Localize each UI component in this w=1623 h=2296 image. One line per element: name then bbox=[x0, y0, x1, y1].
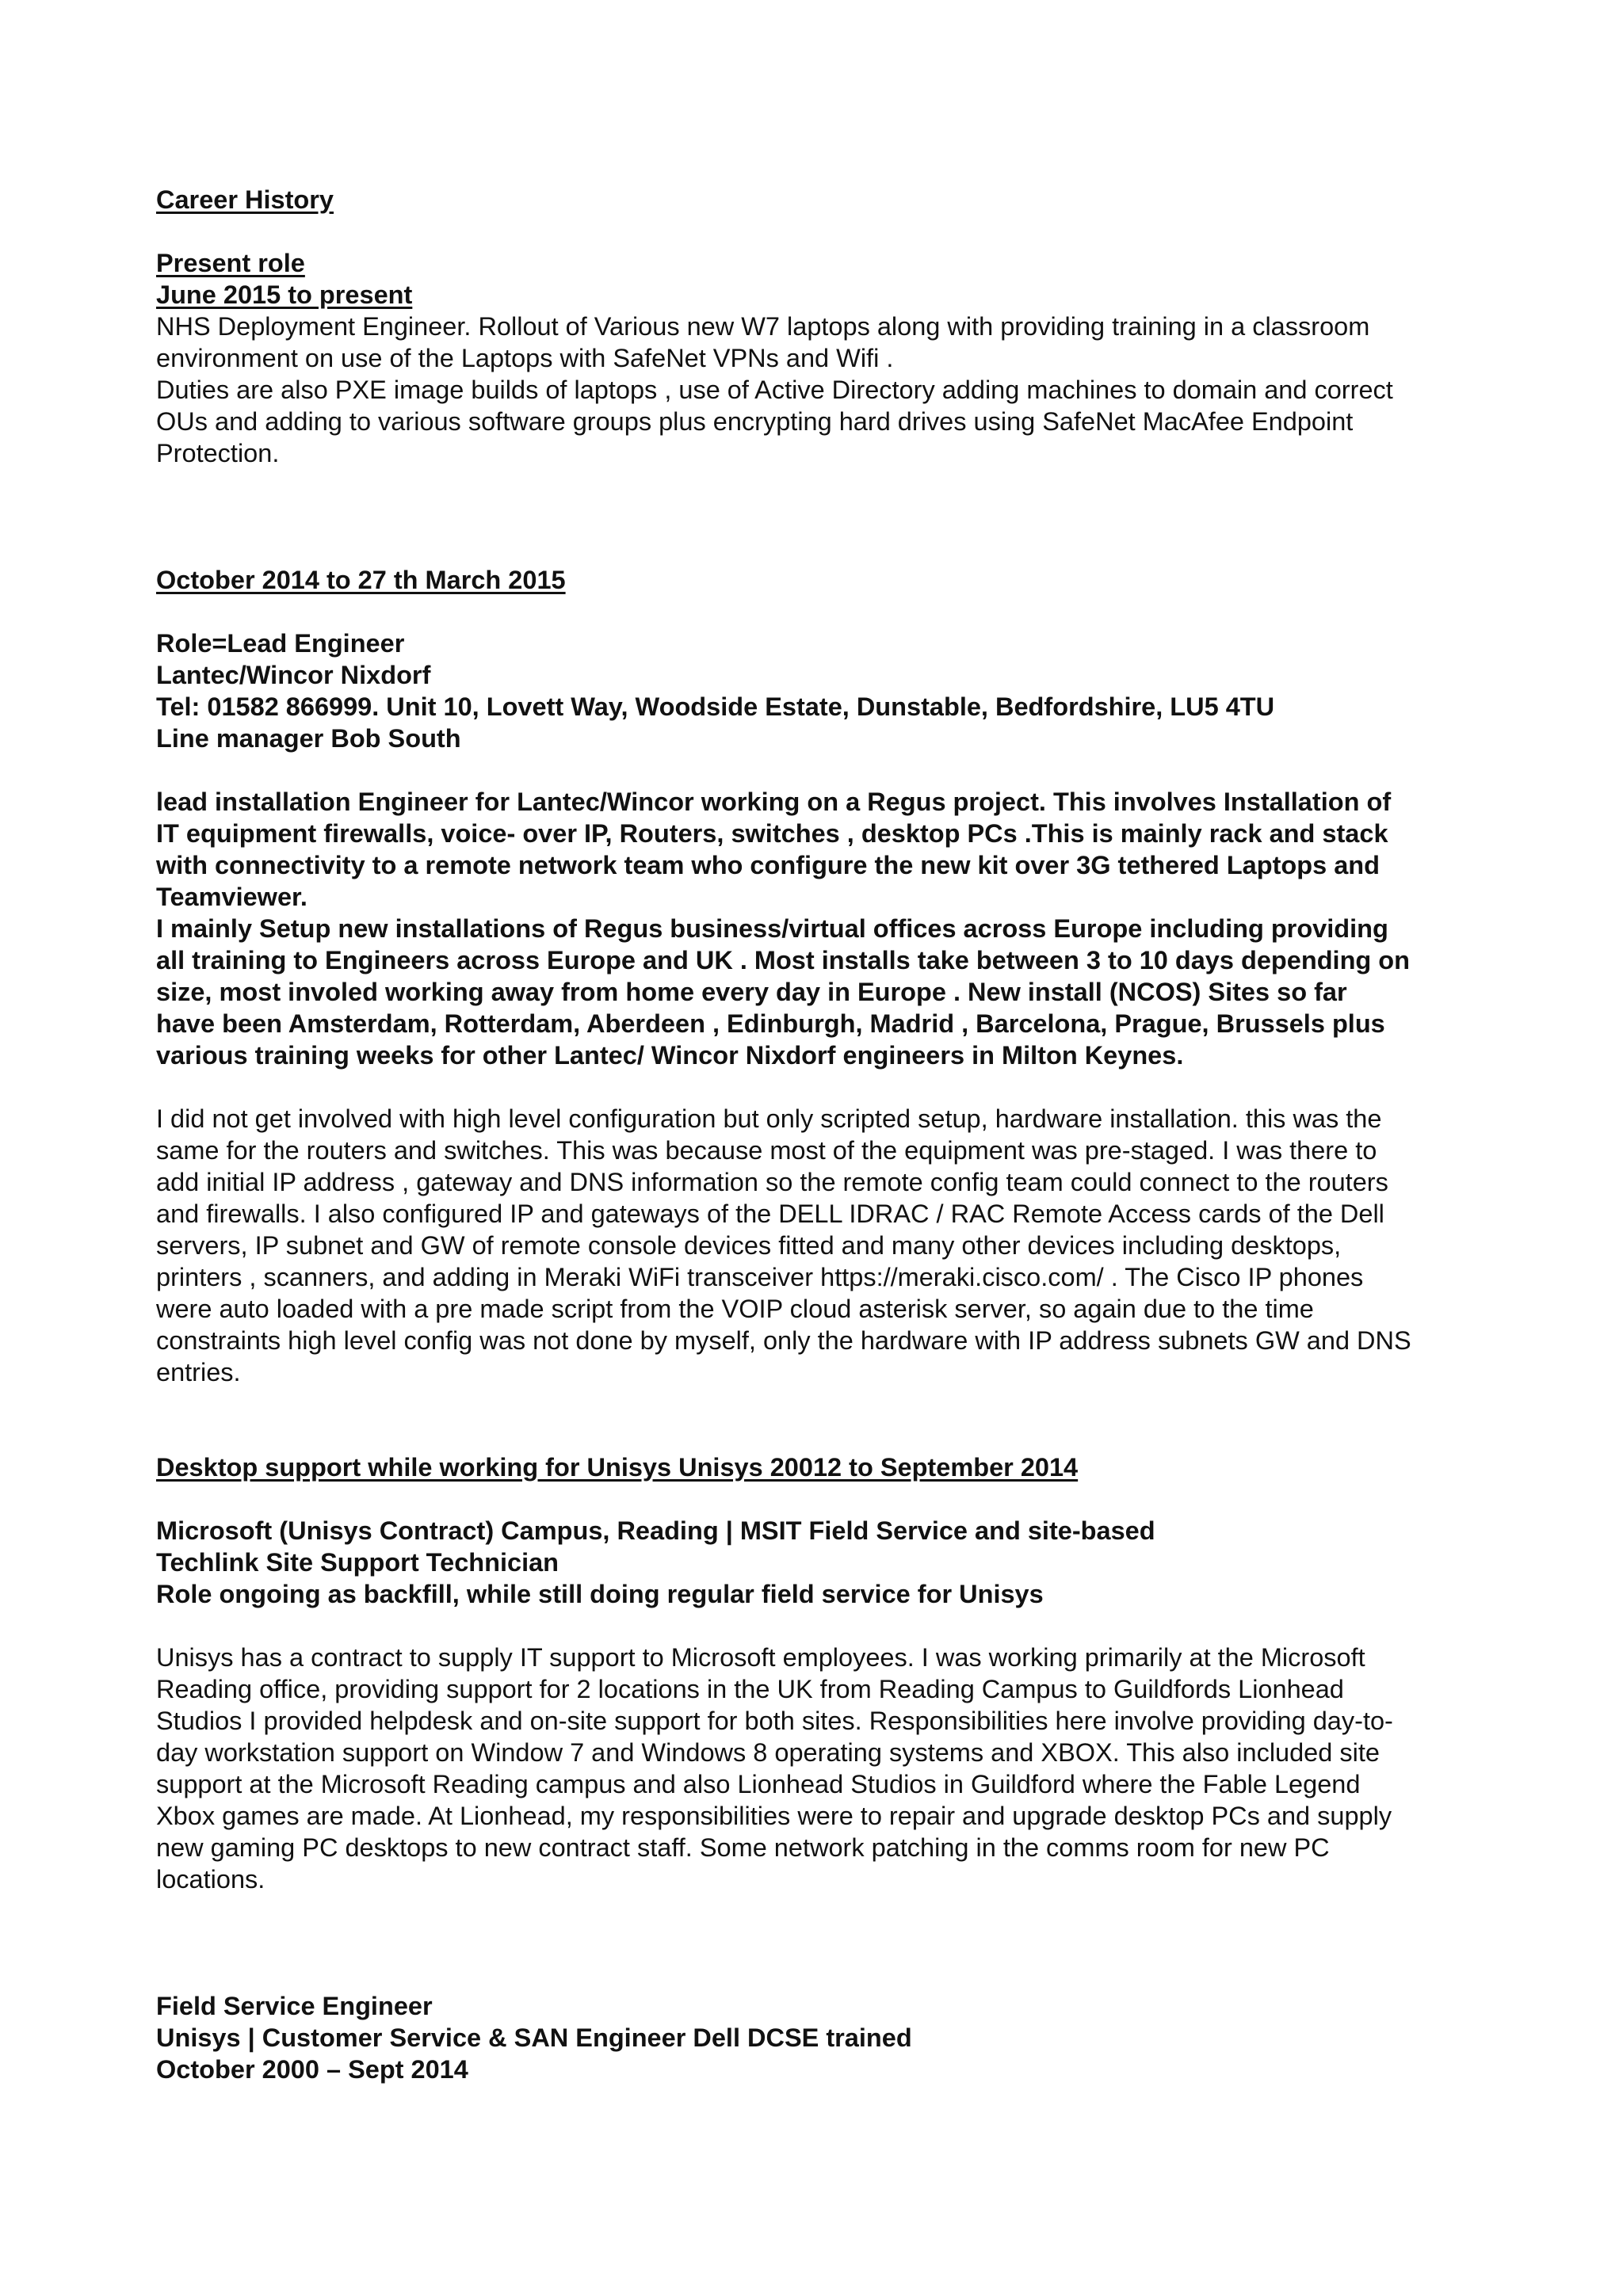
unisys-text-line: day workstation support on Window 7 and Windows 8 operating systems and XBOX. This also included site bbox=[156, 1738, 1380, 1767]
unisys-bold-line: Techlink Site Support Technician bbox=[156, 1548, 559, 1577]
lantec-text-line: same for the routers and switches. This was because most of the equipment was pre-staged. I was there to bbox=[156, 1136, 1377, 1165]
lantec-bold-line: all training to Engineers across Europe and UK . Most installs take between 3 to 10 days depending on bbox=[156, 946, 1411, 974]
lantec-text-line: servers, IP subnet and GW of remote console devices fitted and many other devices including desktops, bbox=[156, 1231, 1342, 1260]
lantec-text-line: were auto loaded with a pre made script from the VOIP cloud asterisk server, so again due to the time bbox=[156, 1295, 1314, 1323]
lantec-bold-line: various training weeks for other Lantec/ Wincor Nixdorf engineers in Milton Keynes. bbox=[156, 1041, 1184, 1070]
unisys-text-line: Xbox games are made. At Lionhead, my responsibilities were to repair and upgrade desktop PCs and supply bbox=[156, 1802, 1392, 1830]
lantec-manager: Line manager Bob South bbox=[156, 724, 461, 753]
unisys-text-line: Studios I provided helpdesk and on-site support for both sites. Responsibilities here involve providing day-to- bbox=[156, 1707, 1393, 1735]
present-role-text-line: Duties are also PXE image builds of laptops , use of Active Directory adding machines to domain and correct bbox=[156, 376, 1393, 404]
lantec-bold-line: I mainly Setup new installations of Regus business/virtual offices across Europe including providing bbox=[156, 914, 1388, 943]
unisys-heading: Desktop support while working for Unisys Unisys 20012 to September 2014 bbox=[156, 1453, 1079, 1482]
present-role-text-line: OUs and adding to various software groups plus encrypting hard drives using SafeNet MacAfee Endpoint bbox=[156, 407, 1354, 436]
lantec-role: Role=Lead Engineer bbox=[156, 629, 405, 658]
lantec-text-line: and firewalls. I also configured IP and gateways of the DELL IDRAC / RAC Remote Access cards of the Dell bbox=[156, 1199, 1384, 1228]
unisys-bold-line: Microsoft (Unisys Contract) Campus, Reading | MSIT Field Service and site-based bbox=[156, 1516, 1155, 1545]
present-role-dates: June 2015 to present bbox=[156, 280, 413, 309]
unisys-text-line: Reading office, providing support for 2 locations in the UK from Reading Campus to Guildfords Lionhead bbox=[156, 1675, 1344, 1703]
lantec-text-line: printers , scanners, and adding in Meraki WiFi transceiver https://meraki.cisco.com/ . The Cisco IP phones bbox=[156, 1263, 1364, 1291]
career-history-heading: Career History bbox=[156, 185, 334, 214]
lantec-text-line: constraints high level config was not done by myself, only the hardware with IP address subnets GW and DNS bbox=[156, 1326, 1411, 1355]
unisys-text-line: support at the Microsoft Reading campus and also Lionhead Studios in Guildford where the Fable Legend bbox=[156, 1770, 1361, 1798]
lantec-text-line: entries. bbox=[156, 1358, 241, 1386]
lantec-bold-line: size, most involed working away from home every day in Europe . New install (NCOS) Sites so far bbox=[156, 978, 1347, 1006]
lantec-bold-line: lead installation Engineer for Lantec/Wincor working on a Regus project. This involves Installation of bbox=[156, 788, 1392, 816]
lantec-dates-heading: October 2014 to 27 th March 2015 bbox=[156, 566, 566, 594]
unisys-text-line: new gaming PC desktops to new contract staff. Some network patching in the comms room for new PC bbox=[156, 1833, 1330, 1862]
document-page bbox=[156, 184, 1519, 2085]
unisys-bold-line: Role ongoing as backfill, while still doing regular field service for Unisys bbox=[156, 1580, 1044, 1608]
lantec-contact: Tel: 01582 866999. Unit 10, Lovett Way, Woodside Estate, Dunstable, Bedfordshire, LU5 4TU bbox=[156, 692, 1275, 721]
lantec-company: Lantec/Wincor Nixdorf bbox=[156, 661, 431, 689]
lantec-bold-line: with connectivity to a remote network team who configure the new kit over 3G tethered Laptops and bbox=[156, 851, 1381, 879]
present-role-text-line: Protection. bbox=[156, 439, 280, 467]
present-role-text-line: environment on use of the Laptops with SafeNet VPNs and Wifi . bbox=[156, 344, 894, 372]
lantec-text-line: add initial IP address , gateway and DNS information so the remote config team could connect to the routers bbox=[156, 1168, 1388, 1196]
field-service-title: Field Service Engineer bbox=[156, 1992, 433, 2020]
lantec-text-line: I did not get involved with high level configuration but only scripted setup, hardware installation. this was the bbox=[156, 1104, 1382, 1133]
field-service-company: Unisys | Customer Service & SAN Engineer Dell DCSE trained bbox=[156, 2023, 912, 2052]
present-role-text-line: NHS Deployment Engineer. Rollout of Various new W7 laptops along with providing training in a classroom bbox=[156, 312, 1370, 341]
unisys-text-line: Unisys has a contract to supply IT support to Microsoft employees. I was working primarily at the Microsoft bbox=[156, 1643, 1365, 1672]
present-role-heading: Present role bbox=[156, 249, 305, 277]
lantec-bold-line: IT equipment firewalls, voice- over IP, Routers, switches , desktop PCs .This is mainly rack and stack bbox=[156, 819, 1388, 848]
field-service-dates: October 2000 – Sept 2014 bbox=[156, 2055, 468, 2084]
lantec-bold-line: Teamviewer. bbox=[156, 883, 307, 911]
lantec-bold-line: have been Amsterdam, Rotterdam, Aberdeen , Edinburgh, Madrid , Barcelona, Prague, Brussels plus bbox=[156, 1009, 1385, 1038]
unisys-text-line: locations. bbox=[156, 1865, 265, 1894]
